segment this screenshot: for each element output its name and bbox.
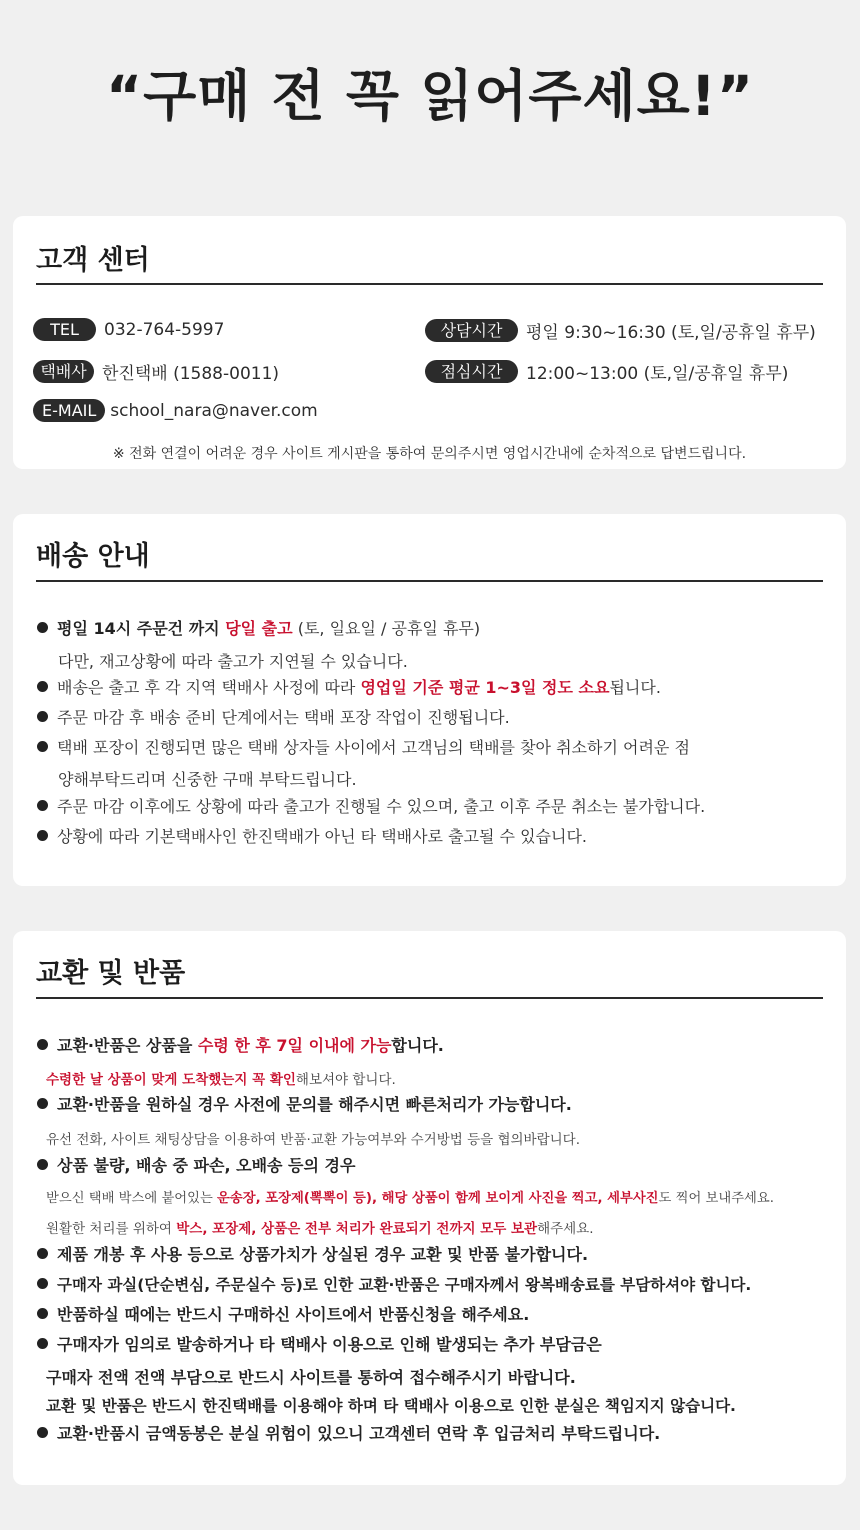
- courier-value: 한진택배 (1588-0011): [102, 364, 280, 384]
- item-text: 제품 개봉 후 사용 등으로 상품가치가 상실된 경우 교환 및 반품 불가합니다.: [57, 1245, 589, 1264]
- divider: [36, 580, 823, 582]
- highlight-text: 영업일 기준 평균 1~3일 정도 소요: [360, 678, 610, 697]
- courier-row: [33, 359, 279, 384]
- bullet-icon: [37, 1159, 48, 1170]
- returns-heading: 교환 및 반품: [36, 958, 186, 989]
- item-text: 배송은 출고 후 각 지역 택배사 사정에 따라: [57, 678, 361, 697]
- highlight-text: 운송장, 포장제(뽁뽁이 등), 해당 상품이 함께 보이게 사진을 찍고, 세부사진: [217, 1191, 659, 1206]
- list-item: [37, 678, 661, 698]
- lunch-row: [425, 359, 788, 384]
- item-text: 구매자 과실(단순변심, 주문실수 등)로 인한 교환·반품은 구매자께서 왕복배송료를 부담하셔야 합니다.: [57, 1276, 752, 1294]
- item-text: 해주세요.: [537, 1221, 594, 1237]
- tel-value: 032-764-5997: [104, 319, 225, 340]
- highlight-text: 수령한 날 상품이 맞게 도착했는지 꼭 확인: [46, 1072, 296, 1088]
- item-text: 평일 14시 주문건 까지: [57, 619, 226, 638]
- list-item-sub: [46, 1068, 396, 1088]
- highlight-text: 수령 한 후 7일 이내에 가능: [197, 1036, 392, 1055]
- bullet-icon: [37, 681, 48, 692]
- list-item: [37, 1305, 529, 1325]
- item-text: 해보셔야 합니다.: [295, 1072, 396, 1088]
- list-item: [37, 738, 690, 758]
- item-text: 상품 불량, 배송 중 파손, 오배송 등의 경우: [57, 1156, 356, 1175]
- item-text: 주문 마감 후 배송 준비 단계에서는 택배 포장 작업이 진행됩니다.: [57, 708, 510, 727]
- tel-label: TEL: [33, 318, 96, 341]
- highlight-text: 박스, 포장제, 상품은 전부 처리가 완료되기 전까지 모두 보관: [176, 1221, 538, 1237]
- shipping-heading: 배송 안내: [36, 541, 150, 572]
- list-item: [37, 1275, 751, 1295]
- bullet-icon: [37, 1039, 48, 1050]
- list-item-sub: 교환 및 반품은 반드시 한진택배를 이용해야 하며 타 택배사 이용으로 인한 분실은 책임지지 않습니다.: [46, 1397, 736, 1415]
- email-value: school_nara@naver.com: [110, 400, 318, 421]
- returns-card: [13, 931, 846, 1485]
- bullet-icon: [37, 1278, 48, 1289]
- bullet-icon: [37, 1338, 48, 1349]
- hours-value: 평일 9:30~16:30 (토,일/공휴일 휴무): [526, 323, 816, 343]
- item-text: 교환·반품시 금액동봉은 분실 위험이 있으니 고객센터 연락 후 입금처리 부탁드립니다.: [57, 1424, 661, 1443]
- item-text: 상황에 따라 기본택배사인 한진택배가 아닌 타 택배사로 출고될 수 있습니다.: [57, 827, 587, 846]
- lunch-label: 점심시간: [425, 360, 518, 383]
- customer-center-card: [13, 216, 846, 469]
- list-item-sub: 양해부탁드리며 신중한 구매 부탁드립니다.: [58, 770, 357, 789]
- bullet-icon: [37, 1248, 48, 1259]
- list-item: [37, 1156, 355, 1176]
- item-text: 합니다.: [391, 1036, 444, 1055]
- courier-label: 택배사: [33, 360, 94, 383]
- page-title: “구매 전 꼭 읽어주세요!”: [106, 64, 754, 128]
- item-text: 반품하실 때에는 반드시 구매하신 사이트에서 반품신청을 해주세요.: [57, 1305, 530, 1324]
- list-item: [37, 708, 510, 728]
- customer-center-heading: 고객 센터: [36, 245, 150, 276]
- item-text: 구매자가 임의로 발송하거나 타 택배사 이용으로 인해 발생되는 추가 부담금은: [57, 1335, 602, 1354]
- list-item-sub: 유선 전화, 사이트 채팅상담을 이용하여 반품·교환 가능여부와 수거방법 등을 협의바랍니다.: [46, 1132, 581, 1148]
- list-item: [37, 1036, 444, 1056]
- hours-row: [425, 318, 816, 343]
- tel-row: [33, 318, 224, 341]
- item-text: 원활한 처리를 위하여: [46, 1221, 177, 1237]
- bullet-icon: [37, 1427, 48, 1438]
- list-item: [37, 827, 587, 847]
- item-text: 받으신 택배 박스에 붙어있는: [46, 1191, 218, 1206]
- bullet-icon: [37, 622, 48, 633]
- list-item-sub: [46, 1217, 594, 1237]
- shipping-card: [13, 514, 846, 886]
- bullet-icon: [37, 1098, 48, 1109]
- bullet-icon: [37, 711, 48, 722]
- bullet-icon: [37, 800, 48, 811]
- list-item: [37, 1245, 588, 1265]
- contact-note: ※ 전화 연결이 어려운 경우 사이트 게시판을 통하여 문의주시면 영업시간내에 순차적으로 답변드립니다.: [112, 446, 747, 462]
- list-item: [37, 619, 480, 639]
- item-text: 택배 포장이 진행되면 많은 택배 상자들 사이에서 고객님의 택배를 찾아 취소하기 어려운 점: [57, 738, 690, 757]
- bullet-icon: [37, 830, 48, 841]
- item-text: 도 찍어 보내주세요.: [658, 1191, 774, 1206]
- item-text: 교환·반품은 상품을: [57, 1036, 198, 1055]
- divider: [36, 997, 823, 999]
- bullet-icon: [37, 741, 48, 752]
- item-text: 교환·반품을 원하실 경우 사전에 문의를 해주시면 빠른처리가 가능합니다.: [57, 1095, 572, 1114]
- list-item: [37, 1335, 602, 1355]
- item-text: 됩니다.: [609, 678, 661, 697]
- list-item: [37, 797, 705, 817]
- email-row: [33, 399, 318, 422]
- list-item: [37, 1424, 660, 1444]
- email-label: E-MAIL: [33, 399, 105, 422]
- list-item-sub: [46, 1187, 774, 1206]
- lunch-value: 12:00~13:00 (토,일/공휴일 휴무): [526, 364, 789, 384]
- list-item-sub: 다만, 재고상황에 따라 출고가 지연될 수 있습니다.: [58, 652, 408, 671]
- bullet-icon: [37, 1308, 48, 1319]
- list-item: [37, 1095, 572, 1115]
- hours-label: 상담시간: [425, 319, 518, 342]
- item-text: (토, 일요일 / 공휴일 휴무): [292, 619, 481, 638]
- list-item-sub: 구매자 전액 전액 부담으로 반드시 사이트를 통하여 접수해주시기 바랍니다.: [46, 1368, 576, 1387]
- highlight-text: 당일 출고: [225, 619, 293, 638]
- divider: [36, 283, 823, 285]
- item-text: 주문 마감 이후에도 상황에 따라 출고가 진행될 수 있으며, 출고 이후 주문 취소는 불가합니다.: [57, 797, 706, 816]
